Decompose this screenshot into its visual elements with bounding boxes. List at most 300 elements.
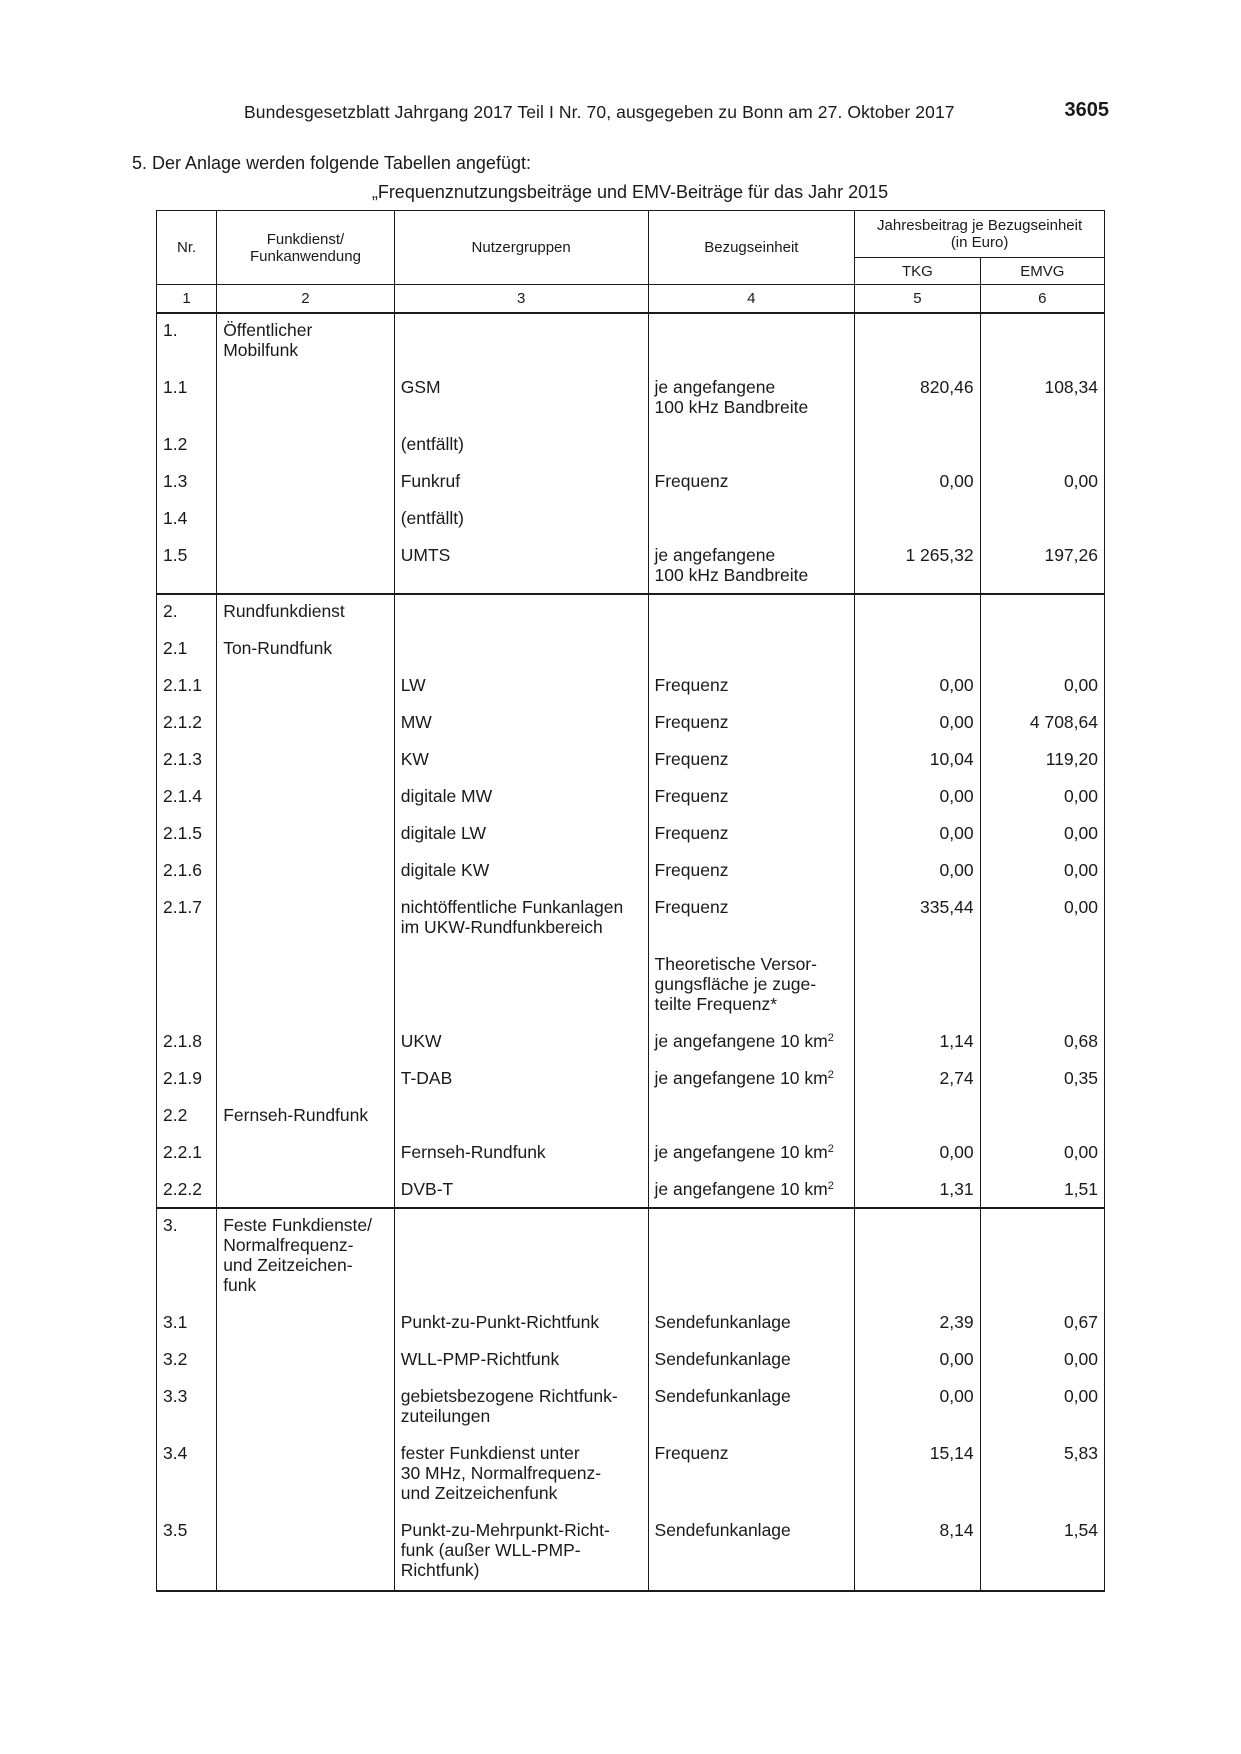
cell-tkg [855, 860, 980, 897]
cell-funkdienst [217, 1208, 395, 1312]
cell-emvg [980, 1068, 1104, 1105]
col-header-emvg: EMVG [980, 258, 1104, 285]
table-row [157, 545, 1105, 594]
cell-nr-text: 2.1.1 [163, 675, 202, 695]
cell-emvg [980, 638, 1104, 675]
cell-nutzergruppe [394, 954, 648, 1031]
cell-nr-text: 3. [163, 1215, 178, 1235]
cell-funkdienst-text: Ton-Rundfunk [223, 638, 333, 658]
col-header-jahresbeitrag: Jahresbeitrag je Bezugseinheit (in Euro) [855, 211, 1105, 258]
table-row [157, 1179, 1105, 1208]
cell-emvg [980, 313, 1104, 377]
cell-emvg [980, 1349, 1104, 1386]
cell-emvg [980, 1312, 1104, 1349]
cell-nutzergruppe [394, 1349, 648, 1386]
cell-emvg [980, 1031, 1104, 1068]
table-row [157, 712, 1105, 749]
cell-nr [157, 954, 217, 1031]
cell-nr-text: 2.1.2 [163, 712, 202, 732]
cell-emvg-text: 0,68 [1063, 1031, 1098, 1051]
cell-emvg-text: 0,00 [1063, 471, 1098, 491]
cell-bezugseinheit [648, 1443, 855, 1520]
cell-emvg-text: 197,26 [1044, 545, 1098, 565]
table-row [157, 786, 1105, 823]
cell-bezugseinheit-text: Frequenz [654, 1443, 729, 1463]
cell-tkg-text: 0,00 [939, 823, 974, 843]
cell-emvg [980, 1208, 1104, 1312]
cell-nutzergruppe-text: Punkt-zu-Mehrpunkt-Richt- funk (außer WLL-PMP- Richtfunk) [400, 1520, 610, 1580]
cell-bezugseinheit [648, 860, 855, 897]
cell-tkg [855, 675, 980, 712]
col-index: 4 [648, 285, 855, 314]
cell-tkg-text: 10,04 [929, 749, 974, 769]
cell-tkg-text: 0,00 [939, 860, 974, 880]
table-row [157, 1031, 1105, 1068]
cell-funkdienst [217, 1179, 395, 1208]
cell-nutzergruppe [394, 1443, 648, 1520]
cell-nr [157, 1312, 217, 1349]
cell-nr [157, 1349, 217, 1386]
table-row [157, 897, 1105, 954]
cell-bezugseinheit [648, 1031, 855, 1068]
cell-nutzergruppe [394, 434, 648, 471]
cell-tkg-text: 1,14 [939, 1031, 974, 1051]
table-row [157, 1312, 1105, 1349]
cell-nr-text: 3.5 [163, 1520, 188, 1540]
cell-tkg [855, 1520, 980, 1591]
cell-bezugseinheit [648, 313, 855, 377]
cell-bezugseinheit [648, 897, 855, 954]
cell-bezugseinheit [648, 508, 855, 545]
cell-nutzergruppe [394, 508, 648, 545]
cell-tkg [855, 1142, 980, 1179]
cell-nutzergruppe [394, 313, 648, 377]
cell-emvg [980, 545, 1104, 594]
cell-tkg-text: 335,44 [920, 897, 974, 917]
cell-nr [157, 749, 217, 786]
cell-nr-text: 2.1.8 [163, 1031, 202, 1051]
cell-nutzergruppe [394, 749, 648, 786]
page-number: 3605 [1064, 99, 1109, 121]
col-header-nutzergruppen: Nutzergruppen [394, 211, 648, 285]
col-index: 2 [217, 285, 395, 314]
cell-bezugseinheit [648, 954, 855, 1031]
cell-nutzergruppe [394, 471, 648, 508]
cell-nutzergruppe [394, 860, 648, 897]
cell-nr-text: 2.2 [163, 1105, 188, 1125]
cell-nutzergruppe [394, 1068, 648, 1105]
cell-nr-text: 2.1.4 [163, 786, 202, 806]
table-header [157, 211, 1105, 314]
cell-nutzergruppe-text: nichtöffentliche Funkanlagen im UKW-Rundfunkbereich [400, 897, 624, 937]
table-row [157, 675, 1105, 712]
cell-bezugseinheit [648, 594, 855, 638]
cell-tkg-text: 8,14 [939, 1520, 974, 1540]
cell-tkg-text: 820,46 [920, 377, 974, 397]
cell-funkdienst-text: Fernseh-Rundfunk [223, 1105, 369, 1125]
cell-bezugseinheit [648, 1068, 855, 1105]
cell-funkdienst-text: Öffentlicher Mobilfunk [223, 320, 313, 360]
cell-funkdienst [217, 860, 395, 897]
cell-bezugseinheit [648, 1208, 855, 1312]
cell-bezugseinheit [648, 1520, 855, 1591]
table-row [157, 434, 1105, 471]
cell-nutzergruppe [394, 1142, 648, 1179]
cell-tkg [855, 508, 980, 545]
cell-nr [157, 594, 217, 638]
superscript-exponent: 2 [827, 1069, 834, 1081]
cell-bezugseinheit [648, 1179, 855, 1208]
cell-bezugseinheit [648, 1349, 855, 1386]
cell-emvg-text: 1,51 [1063, 1179, 1098, 1199]
cell-funkdienst [217, 954, 395, 1031]
cell-funkdienst [217, 434, 395, 471]
cell-nutzergruppe-text: (entfällt) [400, 508, 464, 528]
table-row [157, 1068, 1105, 1105]
cell-emvg-text: 0,00 [1063, 675, 1098, 695]
cell-bezugseinheit [648, 1312, 855, 1349]
cell-nr-text: 3.2 [163, 1349, 188, 1369]
table-row [157, 860, 1105, 897]
cell-nutzergruppe [394, 638, 648, 675]
cell-tkg-text: 0,00 [939, 1349, 974, 1369]
cell-bezugseinheit-text: Frequenz [654, 749, 729, 769]
cell-funkdienst-text: Feste Funkdienste/ Normalfrequenz- und Zeitzeichen- funk [223, 1215, 373, 1295]
cell-tkg-text: 0,00 [939, 786, 974, 806]
cell-bezugseinheit-text: Frequenz [654, 712, 729, 732]
cell-tkg-text: 0,00 [939, 1386, 974, 1406]
cell-emvg [980, 377, 1104, 434]
cell-nr-text: 2.1.6 [163, 860, 202, 880]
cell-bezugseinheit-text: je angefangene 10 km [654, 1031, 828, 1051]
cell-nr [157, 638, 217, 675]
cell-nutzergruppe [394, 897, 648, 954]
cell-funkdienst [217, 823, 395, 860]
cell-funkdienst [217, 675, 395, 712]
cell-funkdienst [217, 1068, 395, 1105]
cell-funkdienst [217, 1386, 395, 1443]
cell-bezugseinheit-text: Sendefunkanlage [654, 1349, 791, 1369]
cell-tkg [855, 1443, 980, 1520]
cell-nr [157, 434, 217, 471]
table-row [157, 1349, 1105, 1386]
cell-nr [157, 508, 217, 545]
cell-emvg [980, 786, 1104, 823]
cell-tkg [855, 1179, 980, 1208]
cell-tkg-text: 0,00 [939, 712, 974, 732]
superscript-exponent: 2 [827, 1143, 834, 1155]
cell-tkg [855, 1208, 980, 1312]
cell-bezugseinheit [648, 1386, 855, 1443]
col-header-tkg: TKG [855, 258, 980, 285]
cell-bezugseinheit-text: Frequenz [654, 471, 729, 491]
cell-funkdienst [217, 594, 395, 638]
cell-nr [157, 823, 217, 860]
cell-emvg-text: 1,54 [1063, 1520, 1098, 1540]
cell-nr [157, 1520, 217, 1591]
cell-bezugseinheit [648, 749, 855, 786]
cell-bezugseinheit [648, 1105, 855, 1142]
cell-funkdienst [217, 545, 395, 594]
cell-bezugseinheit [648, 545, 855, 594]
cell-emvg-text: 108,34 [1044, 377, 1098, 397]
cell-funkdienst [217, 1312, 395, 1349]
cell-nr [157, 1179, 217, 1208]
cell-nr-text: 1.1 [163, 377, 188, 397]
cell-emvg [980, 434, 1104, 471]
cell-tkg [855, 1105, 980, 1142]
table-row [157, 471, 1105, 508]
cell-bezugseinheit-text: Frequenz [654, 786, 729, 806]
cell-emvg [980, 1105, 1104, 1142]
fee-table [156, 210, 1105, 1592]
cell-bezugseinheit [648, 823, 855, 860]
cell-bezugseinheit [648, 675, 855, 712]
section-feste-funkdienste [157, 1208, 1105, 1591]
cell-nr [157, 1031, 217, 1068]
cell-nutzergruppe-text: T-DAB [400, 1068, 453, 1088]
cell-tkg-text: 0,00 [939, 471, 974, 491]
cell-emvg-text: 0,00 [1063, 897, 1098, 917]
cell-nutzergruppe-text: gebietsbezogene Richtfunk- zuteilungen [400, 1386, 618, 1426]
cell-bezugseinheit-text: je angefangene 10 km [654, 1179, 828, 1199]
cell-nutzergruppe-text: UMTS [400, 545, 451, 565]
cell-tkg-text: 0,00 [939, 675, 974, 695]
cell-emvg-text: 0,35 [1063, 1068, 1098, 1088]
cell-funkdienst [217, 1520, 395, 1591]
cell-emvg-text: 0,00 [1063, 786, 1098, 806]
table-row [157, 1443, 1105, 1520]
cell-tkg [855, 434, 980, 471]
cell-tkg [855, 471, 980, 508]
cell-tkg-text: 0,00 [939, 1142, 974, 1162]
cell-emvg [980, 675, 1104, 712]
cell-emvg [980, 1179, 1104, 1208]
cell-funkdienst [217, 638, 395, 675]
cell-emvg-text: 4 708,64 [1029, 712, 1098, 732]
cell-emvg [980, 508, 1104, 545]
cell-nr-text: 1.4 [163, 508, 188, 528]
cell-emvg [980, 1443, 1104, 1520]
table-row [157, 638, 1105, 675]
superscript-exponent: 2 [827, 1180, 834, 1192]
cell-funkdienst [217, 1105, 395, 1142]
cell-nr [157, 377, 217, 434]
cell-tkg [855, 1031, 980, 1068]
cell-bezugseinheit-text: je angefangene 100 kHz Bandbreite [654, 545, 809, 585]
cell-bezugseinheit-text: je angefangene 100 kHz Bandbreite [654, 377, 809, 417]
table-row [157, 749, 1105, 786]
cell-nr-text: 2.1.3 [163, 749, 202, 769]
cell-emvg [980, 897, 1104, 954]
cell-nr-text: 1.5 [163, 545, 188, 565]
cell-tkg [855, 1068, 980, 1105]
cell-funkdienst [217, 377, 395, 434]
cell-nr-text: 2.2.1 [163, 1142, 202, 1162]
cell-nutzergruppe [394, 786, 648, 823]
cell-nr-text: 3.1 [163, 1312, 188, 1332]
cell-nutzergruppe [394, 1179, 648, 1208]
running-header: Bundesgesetzblatt Jahrgang 2017 Teil I Nr. 70, ausgegeben zu Bonn am 27. Oktober 2017 [244, 102, 955, 122]
cell-nr-text: 1.2 [163, 434, 188, 454]
cell-nutzergruppe-text: Fernseh-Rundfunk [400, 1142, 546, 1162]
cell-nutzergruppe-text: digitale MW [400, 786, 493, 806]
col-index: 1 [157, 285, 217, 314]
cell-bezugseinheit-text: Sendefunkanlage [654, 1312, 791, 1332]
cell-nutzergruppe-text: WLL-PMP-Richtfunk [400, 1349, 560, 1369]
cell-funkdienst [217, 749, 395, 786]
cell-nr-text: 2. [163, 601, 178, 621]
col-index: 6 [980, 285, 1104, 314]
cell-nr [157, 471, 217, 508]
cell-tkg [855, 712, 980, 749]
table-row [157, 1208, 1105, 1312]
cell-nutzergruppe [394, 594, 648, 638]
cell-tkg [855, 897, 980, 954]
cell-emvg [980, 1142, 1104, 1179]
cell-nutzergruppe [394, 675, 648, 712]
cell-emvg-text: 0,00 [1063, 823, 1098, 843]
cell-tkg [855, 545, 980, 594]
cell-bezugseinheit-text: Frequenz [654, 823, 729, 843]
cell-nutzergruppe-text: LW [400, 675, 426, 695]
cell-nutzergruppe-text: (entfällt) [400, 434, 464, 454]
cell-nutzergruppe [394, 377, 648, 434]
cell-funkdienst [217, 313, 395, 377]
cell-emvg [980, 471, 1104, 508]
cell-funkdienst [217, 1349, 395, 1386]
cell-nutzergruppe [394, 545, 648, 594]
cell-nutzergruppe [394, 1312, 648, 1349]
cell-nr [157, 860, 217, 897]
table-row [157, 1105, 1105, 1142]
cell-funkdienst [217, 1443, 395, 1520]
cell-nr [157, 786, 217, 823]
cell-nr [157, 1142, 217, 1179]
cell-tkg [855, 1349, 980, 1386]
table-row [157, 377, 1105, 434]
cell-nr [157, 712, 217, 749]
cell-nutzergruppe-text: UKW [400, 1031, 442, 1051]
cell-funkdienst [217, 712, 395, 749]
table-row [157, 954, 1105, 1031]
cell-tkg [855, 954, 980, 1031]
cell-emvg [980, 712, 1104, 749]
cell-tkg-text: 15,14 [929, 1443, 974, 1463]
cell-emvg-text: 0,00 [1063, 860, 1098, 880]
cell-bezugseinheit-text: Frequenz [654, 860, 729, 880]
cell-nr-text: 1.3 [163, 471, 188, 491]
table-row [157, 1520, 1105, 1591]
cell-tkg-text: 1 265,32 [905, 545, 974, 565]
cell-bezugseinheit [648, 434, 855, 471]
cell-emvg-text: 0,67 [1063, 1312, 1098, 1332]
table-title: „Frequenznutzungsbeiträge und EMV-Beiträge für das Jahr 2015 [371, 182, 889, 202]
col-header-nr: Nr. [157, 211, 217, 285]
cell-nr [157, 1068, 217, 1105]
cell-bezugseinheit-text: Sendefunkanlage [654, 1386, 791, 1406]
cell-nutzergruppe [394, 1031, 648, 1068]
cell-nutzergruppe [394, 1386, 648, 1443]
cell-bezugseinheit-text: Theoretische Versor- gungsfläche je zuge- teilte Frequenz* [654, 954, 817, 1014]
cell-nr-text: 3.3 [163, 1386, 188, 1406]
cell-tkg-text: 2,39 [939, 1312, 974, 1332]
cell-emvg-text: 0,00 [1063, 1142, 1098, 1162]
cell-tkg [855, 823, 980, 860]
cell-nr [157, 1443, 217, 1520]
cell-nutzergruppe-text: KW [400, 749, 429, 769]
cell-emvg-text: 0,00 [1063, 1349, 1098, 1369]
cell-nutzergruppe-text: fester Funkdienst unter 30 MHz, Normalfrequenz- und Zeitzeichenfunk [400, 1443, 602, 1503]
cell-emvg [980, 1520, 1104, 1591]
table-row [157, 1386, 1105, 1443]
cell-nutzergruppe-text: MW [400, 712, 432, 732]
cell-nr-text: 2.1.9 [163, 1068, 202, 1088]
cell-tkg [855, 594, 980, 638]
cell-nr [157, 1105, 217, 1142]
cell-nr-text: 1. [163, 320, 178, 340]
cell-nr-text: 3.4 [163, 1443, 188, 1463]
cell-nr [157, 545, 217, 594]
cell-funkdienst [217, 897, 395, 954]
cell-tkg-text: 1,31 [939, 1179, 974, 1199]
cell-tkg [855, 313, 980, 377]
cell-nr-text: 2.1.7 [163, 897, 202, 917]
cell-emvg [980, 1386, 1104, 1443]
cell-bezugseinheit-text: Sendefunkanlage [654, 1520, 791, 1540]
cell-emvg-text: 0,00 [1063, 1386, 1098, 1406]
cell-nutzergruppe [394, 823, 648, 860]
cell-funkdienst [217, 1142, 395, 1179]
cell-funkdienst [217, 1031, 395, 1068]
cell-nutzergruppe-text: GSM [400, 377, 441, 397]
table-row [157, 823, 1105, 860]
section-rundfunk [157, 594, 1105, 1208]
cell-bezugseinheit [648, 786, 855, 823]
cell-nutzergruppe-text: digitale LW [400, 823, 487, 843]
cell-bezugseinheit [648, 638, 855, 675]
cell-nutzergruppe-text: DVB-T [400, 1179, 454, 1199]
cell-funkdienst-text: Rundfunkdienst [223, 601, 345, 621]
cell-emvg-text: 5,83 [1063, 1443, 1098, 1463]
cell-bezugseinheit [648, 471, 855, 508]
col-index: 3 [394, 285, 648, 314]
cell-nr-text: 2.1.5 [163, 823, 202, 843]
cell-emvg [980, 954, 1104, 1031]
intro-text: 5. Der Anlage werden folgende Tabellen angefügt: [132, 153, 531, 173]
cell-emvg [980, 860, 1104, 897]
col-index: 5 [855, 285, 980, 314]
table-row [157, 594, 1105, 638]
section-mobilfunk [157, 313, 1105, 594]
superscript-exponent: 2 [827, 1032, 834, 1044]
cell-nr [157, 1386, 217, 1443]
cell-tkg [855, 1312, 980, 1349]
cell-tkg [855, 638, 980, 675]
cell-bezugseinheit [648, 377, 855, 434]
cell-tkg [855, 1386, 980, 1443]
cell-nutzergruppe [394, 712, 648, 749]
cell-emvg-text: 119,20 [1045, 749, 1098, 769]
table-row [157, 1142, 1105, 1179]
cell-bezugseinheit-text: je angefangene 10 km [654, 1068, 828, 1088]
cell-funkdienst [217, 508, 395, 545]
cell-tkg [855, 377, 980, 434]
cell-funkdienst [217, 471, 395, 508]
table-row [157, 508, 1105, 545]
cell-nutzergruppe-text: Funkruf [400, 471, 461, 491]
cell-bezugseinheit [648, 712, 855, 749]
